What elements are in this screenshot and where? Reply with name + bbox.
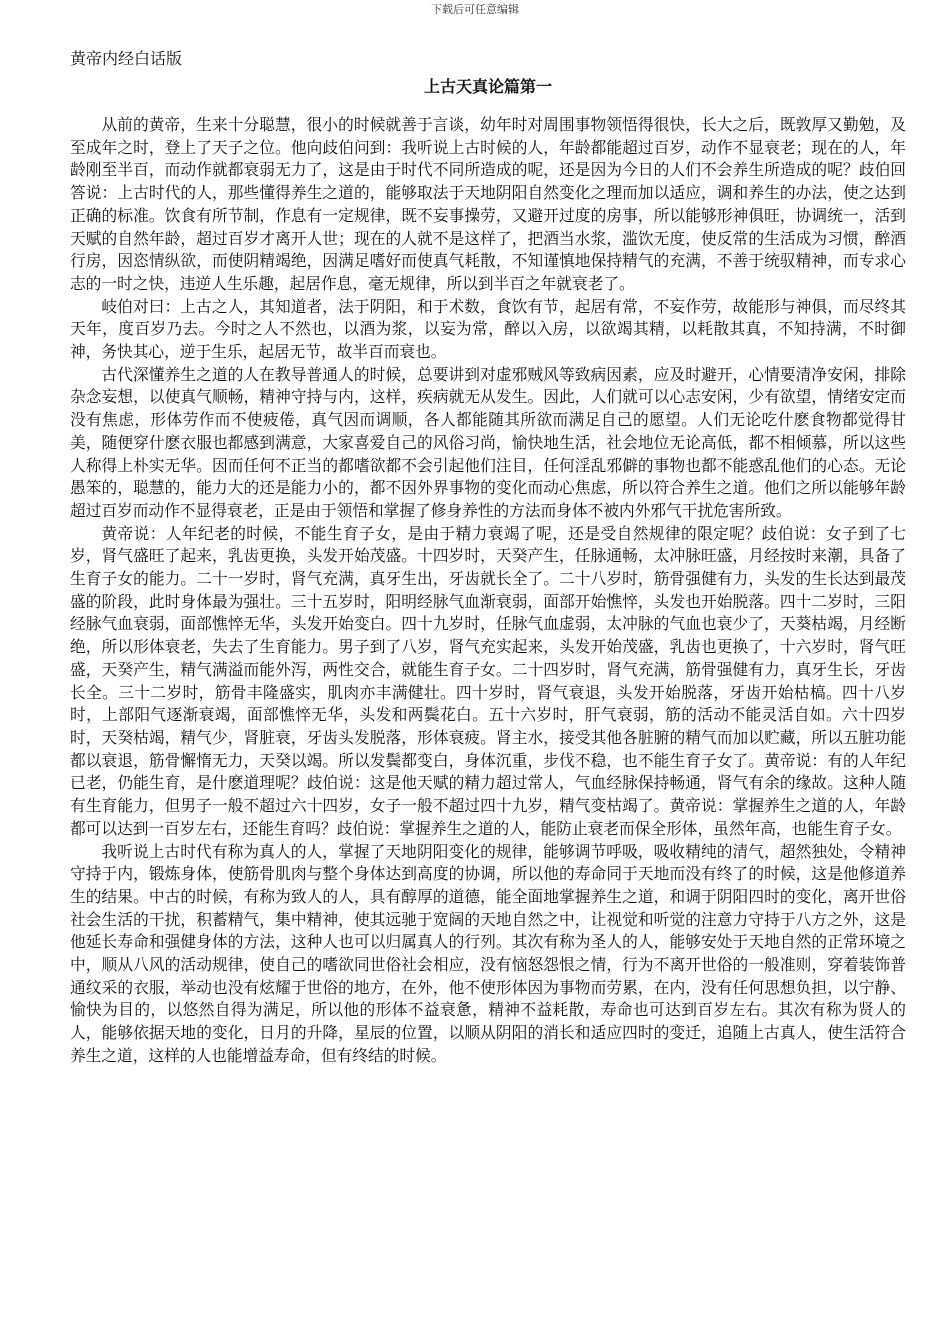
paragraph-3: 古代深懂养生之道的人在教导普通人的时候，总要讲到对虚邪贼风等致病因素，应及时避开，心情要清净安闲，排除杂念妄想，以使真气顺畅，精神守持与内，这样，疾病就无从发生。因此，人们就可以心志安闲，少有欲望，情绪安定而没有焦虑，形体劳作而不使疲倦，真气因而调顺，各人都能随其所欲而满足自己的愿望。人们无论吃什麽食物都觉得甘美，随便穿什麽衣服也都感到满意，大家喜爱自己的风俗习尚，愉快地生活，社会地位无论高低，都不相倾慕，所以这些人称得上朴实无华。因而任何不正当的都嗜欲都不会引起他们注目，任何淫乱邪僻的事物也都不能惑乱他们的心态。无论愚笨的，聪慧的，能力大的还是能力小的，都不因外界事物的变化而动心焦虑，所以符合养生之道。他们之所以能够年龄超过百岁而动作不显得衰老，正是由于领悟和掌握了修身养性的方法而身体不被内外邪气干扰危害所致。 [70,364,906,520]
document-body [70,48,906,1068]
paragraph-4: 黄帝说：人年纪老的时候，不能生育子女，是由于精力衰竭了呢，还是受自然规律的限定呢？歧伯说：女子到了七岁，肾气盛旺了起来，乳齿更换，头发开始茂盛。十四岁时，天癸产生，任脉通畅，太冲脉旺盛，月经按时来潮，具备了生育子女的能力。二十一岁时，肾气充满，真牙生出，牙齿就长全了。二十八岁时，筋骨强健有力，头发的生长达到最茂盛的阶段，此时身体最为强壮。三十五岁时，阳明经脉气血渐衰弱，面部开始憔悴，头发也开始脱落。四十二岁时，三阳经脉气血衰弱，面部憔悴无华，头发开始变白。四十九岁时，任脉气血虚弱，太冲脉的气血也衰少了，天葵枯竭，月经断绝，所以形体衰老，失去了生育能力。男子到了八岁，肾气充实起来，头发开始茂盛，乳齿也更换了，十六岁时，肾气旺盛，天癸产生，精气满溢而能外泻，两性交合，就能生育子女。二十四岁时，肾气充满，筋骨强健有力，真牙生长，牙齿长全。三十二岁时，筋骨丰隆盛实，肌肉亦丰满健壮。四十岁时，肾气衰退，头发开始脱落，牙齿开始枯槁。四十八岁时，上部阳气逐渐衰竭，面部憔悴无华，头发和两鬓花白。五十六岁时，肝气衰弱，筋的活动不能灵活自如。六十四岁时，天癸枯竭，精气少，肾脏衰，牙齿头发脱落，形体衰疲。肾主水，接受其他各脏腑的精气而加以贮藏，所以五脏功能都以衰退，筋骨懈惰无力，天癸以竭。所以发鬓都变白，身体沉重，步伐不稳，也不能生育子女了。黄帝说：有的人年纪已老，仍能生育，是什麽道理呢？歧伯说：这是他天赋的精力超过常人，气血经脉保持畅通，肾气有余的缘故。这种人随有生育能力，但男子一般不超过六十四岁，女子一般不超过四十九岁，精气变枯竭了。黄帝说：掌握养生之道的人，年龄都可以达到一百岁左右，还能生育吗？歧伯说：掌握养生之道的人，能防止衰老而保全形体，虽然年高，也能生育子女。 [70,523,906,838]
paragraph-5: 我听说上古时代有称为真人的人，掌握了天地阴阳变化的规律，能够调节呼吸，吸收精纯的清气，超然独处，令精神守持于内，锻炼身体，使筋骨肌肉与整个身体达到高度的协调，所以他的寿命同于天地而没有终了的时候，这是他修道养生的结果。中古的时候，有称为致人的人，具有醇厚的道德，能全面地掌握养生之道，和调于阴阳四时的变化，离开世俗社会生活的干扰，积蓄精气，集中精神，使其远驰于宽阔的天地自然之中，让视觉和听觉的注意力守持于八方之外，这是他延长寿命和强健身体的方法，这种人也可以归属真人的行列。其次有称为圣人的人，能够安处于天地自然的正常环境之中，顺从八风的活动规律，使自己的嗜欲同世俗社会相应，没有恼怒怨恨之情，行为不离开世俗的一般准则，穿着装饰普通纹采的衣服，举动也没有炫耀于世俗的地方，在外，他不使形体因为事物而劳累，在内，没有任何思想负担，以宁静、愉快为目的，以悠然自得为满足，所以他的形体不益衰惫，精神不益耗散，寿命也可达到百岁左右。其次有称为贤人的人，能够依据天地的变化，日月的升降，星辰的位置，以顺从阴阳的消长和适应四时的变迁，追随上古真人，使生活符合养生之道，这样的人也能增益寿命，但有终结的时候。 [70,841,906,1065]
paragraph-2: 岐伯对曰：上古之人，其知道者，法于阴阳，和于术数，食饮有节，起居有常，不妄作劳，故能形与神俱，而尽终其天年，度百岁乃去。今时之人不然也，以酒为浆，以妄为常，醉以入房，以欲竭其精，以耗散其真，不知持满，不时御神，务快其心，逆于生乐，起居无节，故半百而衰也。 [70,296,906,362]
series-title: 黄帝内经白话版 [70,49,183,68]
paragraph-1: 从前的黄帝，生来十分聪慧，很小的时候就善于言谈，幼年时对周围事物领悟得很快，长大之后，既敦厚又勤勉，及至成年之时，登上了天子之位。他向歧伯问到：我听说上古时候的人，年龄都能超过百岁，动作不显衰老；现在的人，年龄刚至半百，而动作就都衰弱无力了，这是由于时代不同所造成的呢，还是因为今日的人们不会养生所造成的呢？歧伯回答说：上古时代的人，那些懂得养生之道的，能够取法于天地阴阳自然变化之理而加以适应，调和养生的办法，使之达到正确的标准。饮食有所节制，作息有一定规律，既不妄事操劳，又避开过度的房事，所以能够形神俱旺，协调统一，活到天赋的自然年龄，超过百岁才离开人世；现在的人就不是这样了，把酒当水浆，滥饮无度，使反常的生活成为习惯，醉酒行房，因恣情纵欲，而使阴精竭绝，因满足嗜好而使真气耗散，不知谨慎地保持精气的充满，不善于统驭精神，而专求心志的一时之快，违逆人生乐趣，起居作息，毫无规律，所以到半百之年就衰老了。 [70,115,906,293]
page-header-note: 下载后可任意编辑 [431,3,519,16]
chapter-title: 上古天真论篇第一 [423,77,552,96]
